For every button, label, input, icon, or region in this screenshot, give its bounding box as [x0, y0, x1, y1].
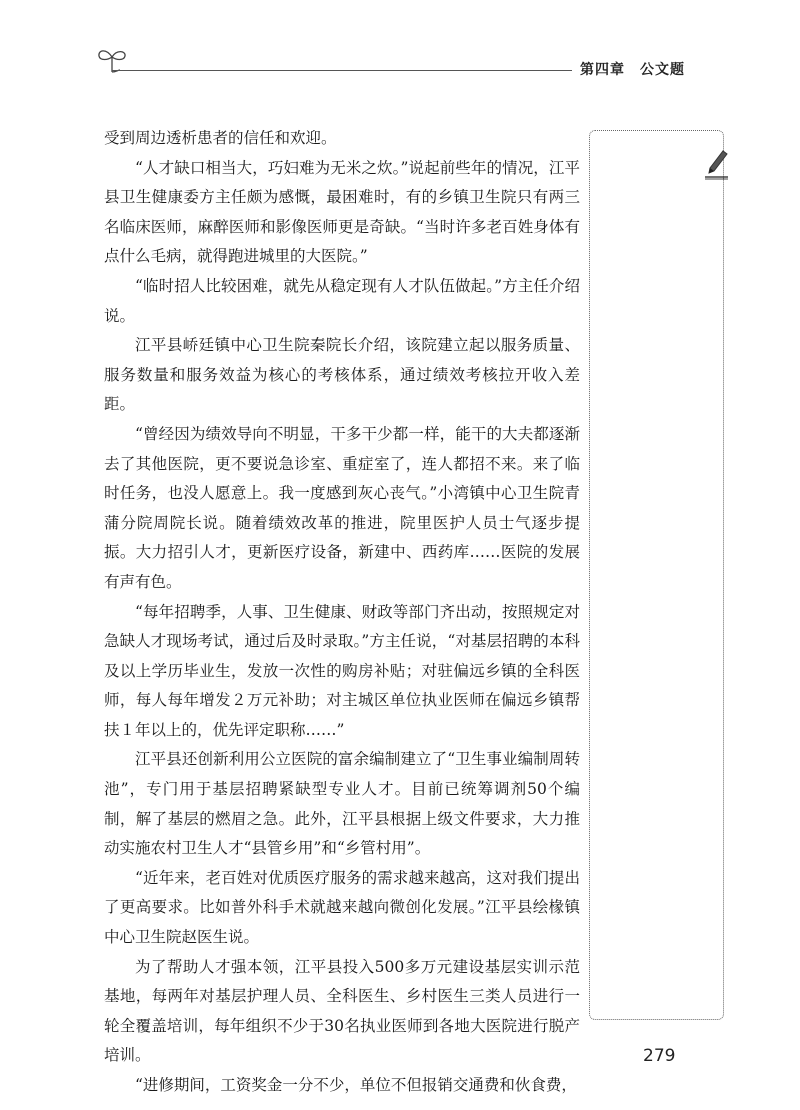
paragraph: “曾经因为绩效导向不明显，干多干少都一样，能干的大夫都逐渐去了其他医院，更不要说急诊室、重症室了，连人都招不来。来了临时任务，也没人愿意上。我一度感到灰心丧气。”小湾镇中心卫生院青蒲分院周院长说。随着绩效改革的推进，院里医护人员士气逐步提振。大力招引人才，更新医疗设备，新建中、西药库……医院的发展有声有色。 [104, 424, 580, 591]
chapter-title: 第四章 公文题 [580, 62, 685, 78]
paragraph: 江平县峤廷镇中心卫生院秦院长介绍，该院建立起以服务质量、服务数量和服务效益为核心的考核体系，通过绩效考核拉开收入差距。 [104, 336, 580, 414]
header-rule [112, 70, 572, 71]
pencil-icon [702, 146, 730, 180]
page-number: 279 [643, 1046, 676, 1066]
paragraph: “进修期间，工资奖金一分不少，单位不但报销交通费和伙食费， [135, 1076, 577, 1094]
paragraph: “人才缺口相当大，巧妇难为无米之炊。”说起前些年的情况，江平县卫生健康委方主任颇为感慨，最困难时，有的乡镇卫生院只有两三名临床医师，麻醉医师和影像医师更是奇缺。“当时许多老百姓身体有点什么毛病，就得跑进城里的大医院。” [104, 158, 580, 266]
paragraph: 受到周边透析患者的信任和欢迎。 [104, 129, 337, 147]
notes-margin-box [589, 130, 724, 1020]
paragraph: “临时招人比较困难，就先从稳定现有人才队伍做起。”方主任介绍说。 [104, 276, 580, 325]
paragraph: 江平县还创新利用公立医院的富余编制建立了“卫生事业编制周转池”，专门用于基层招聘紧缺型专业人才。目前已统筹调剂50个编制，解了基层的燃眉之急。此外，江平县根据上级文件要求，大力推动实施农村卫生人才“县管乡用”和“乡管村用”。 [104, 750, 580, 858]
paragraph: “每年招聘季，人事、卫生健康、财政等部门齐出动，按照规定对急缺人才现场考试，通过后及时录取。”方主任说，“对基层招聘的本科及以上学历毕业生，发放一次性的购房补贴；对驻偏远乡镇的全科医师，每人每年增发２万元补助；对主城区单位执业医师在偏远乡镇帮扶１年以上的，优先评定职称……” [104, 602, 580, 739]
article-body [104, 124, 580, 1101]
paragraph: “近年来，老百姓对优质医疗服务的需求越来越高，这对我们提出了更高要求。比如普外科手术就越来越向微创化发展。”江平县绘椽镇中心卫生院赵医生说。 [104, 868, 580, 947]
paragraph: 为了帮助人才强本领，江平县投入500多万元建设基层实训示范基地，每两年对基层护理人员、全科医生、乡村医生三类人员进行一轮全覆盖培训，每年组织不少于30名执业医师到各地大医院进行脱产培训。 [104, 957, 580, 1065]
